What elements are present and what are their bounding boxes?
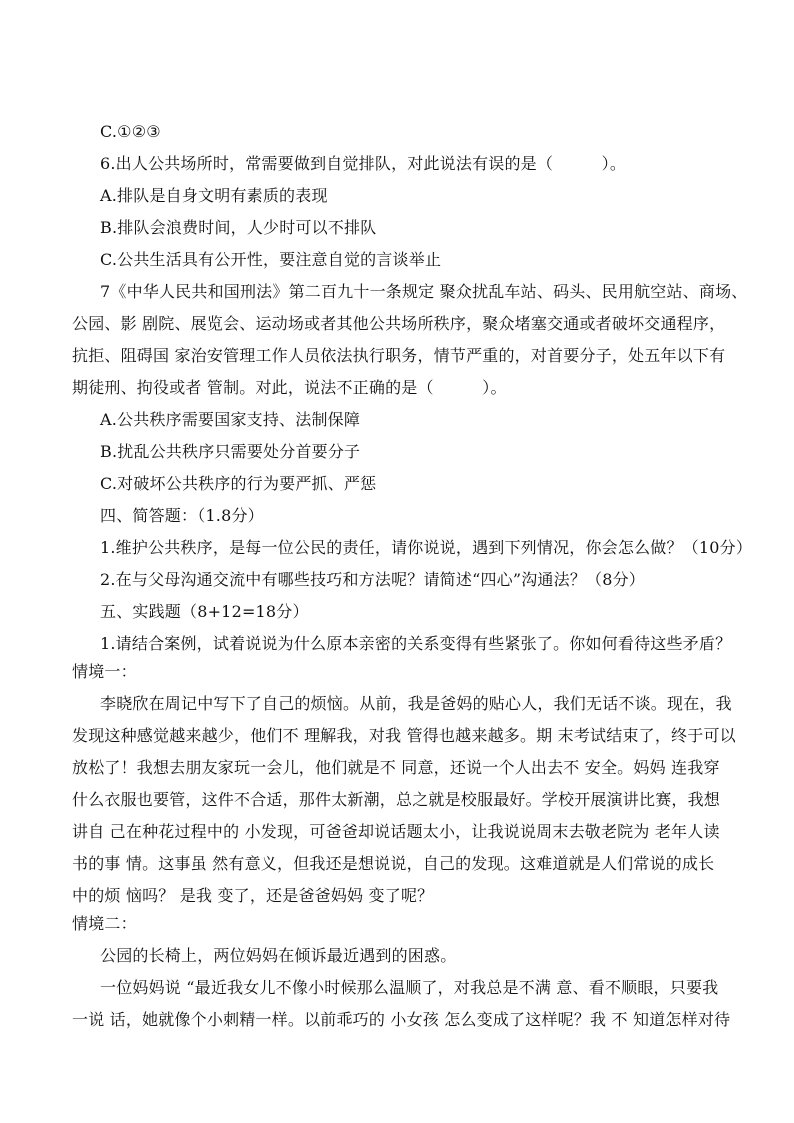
scenario-2-line-2: 一位妈妈说 “最近我女儿不像小时候那么温顺了，对我总是不满 意、看不顺眼，只要我 — [100, 978, 719, 997]
scenario-1-line-1: 李晓欣在周记中写下了自己的烦恼。从前，我是爸妈的贴心人，我们无话不谈。现在，我 — [100, 694, 732, 713]
section-4-heading: 四、简答题：（1.8分） — [100, 506, 264, 525]
section-5-heading: 五、实践题（8+12=18分） — [100, 602, 309, 621]
question-7-line-1: 7《中华人民共和国刑法》第二百九十一条规定 聚众扰乱车站、码头、民用航空站、商场、 — [100, 282, 748, 301]
scenario-1-line-4: 什么衣服也要管，这件不合适，那件太新潮，总之就是校服最好。学校开展演讲比赛，我想 — [72, 790, 721, 809]
scenario-1-line-3: 放松了！我想去朋友家玩一会儿，他们就是不 同意，还说一个人出去不 安全。妈妈 连我穿 — [72, 758, 720, 777]
scenario-1-line-2: 发现这种感觉越来越少，他们不 理解我，对我 管得也越来越多。期 末考试结束了，终于可以 — [72, 726, 736, 745]
option-c-q6: C.公共生活具有公开性，要注意自觉的言谈举止 — [100, 250, 442, 269]
option-a-q7: A.公共秩序需要国家支持、法制保障 — [100, 410, 361, 429]
question-7-line-3: 抗拒、阻碍国 家治安管理工作人员依法执行职务，情节严重的，对首要分子，处五年以下有 — [72, 346, 726, 365]
option-b-q7: B.扰乱公共秩序只需要处分首要分子 — [100, 442, 361, 461]
option-a-q6: A.排队是自身文明有素质的表现 — [100, 186, 328, 205]
short-answer-1: 1.维护公共秩序，是每一位公民的责任，请你说说，遇到下列情况，你会怎么做？（10分） — [100, 538, 753, 557]
scenario-1-label: 情境一： — [72, 662, 137, 681]
practice-question-1: 1.请结合案例，试着说说为什么原本亲密的关系变得有些紧张了。你如何看待这些矛盾？ — [100, 634, 732, 653]
question-7-line-4: 期徒刑、拘役或者 管制。对此，说法不正确的是（ ）。 — [72, 378, 507, 397]
scenario-2-line-3: 一说 话，她就像个小刺精一样。以前乖巧的 小女孩 怎么变成了这样呢？我 不 知道怎样对待 — [72, 1010, 731, 1029]
scenario-1-line-6: 书的事 情。这事虽 然有意义，但我还是想说说，自己的发现。这难道就是人们常说的成长 — [72, 854, 715, 873]
option-c-q7: C.对破坏公共秩序的行为要严抓、严惩 — [100, 474, 377, 493]
scenario-2-line-1: 公园的长椅上，两位妈妈在倾诉最近遇到的困惑。 — [100, 946, 457, 965]
option-b-q6: B.排队会浪费时间，人少时可以不排队 — [100, 218, 377, 237]
question-6: 6.出人公共场所时，常需要做到自觉排队，对此说法有误的是（ ）。 — [100, 154, 627, 173]
question-7-line-2: 公园、影 剧院、展览会、运动场或者其他公共场所秩序，聚众堵塞交通或者破坏交通程序， — [72, 314, 726, 333]
scenario-1-line-5: 讲自 己在种花过程中的 小发现，可爸爸却说话题太小，让我说说周末去敬老院为 老年人读 — [72, 822, 720, 841]
option-c-q5: C.①②③ — [100, 122, 161, 141]
short-answer-2: 2.在与父母沟通交流中有哪些技巧和方法呢？请简述“四心”沟通法？（8分） — [100, 570, 646, 589]
scenario-1-line-7: 中的烦 恼吗？ 是我 变了，还是爸爸妈妈 变了呢？ — [72, 886, 434, 905]
scenario-2-label: 情境二： — [72, 914, 137, 933]
